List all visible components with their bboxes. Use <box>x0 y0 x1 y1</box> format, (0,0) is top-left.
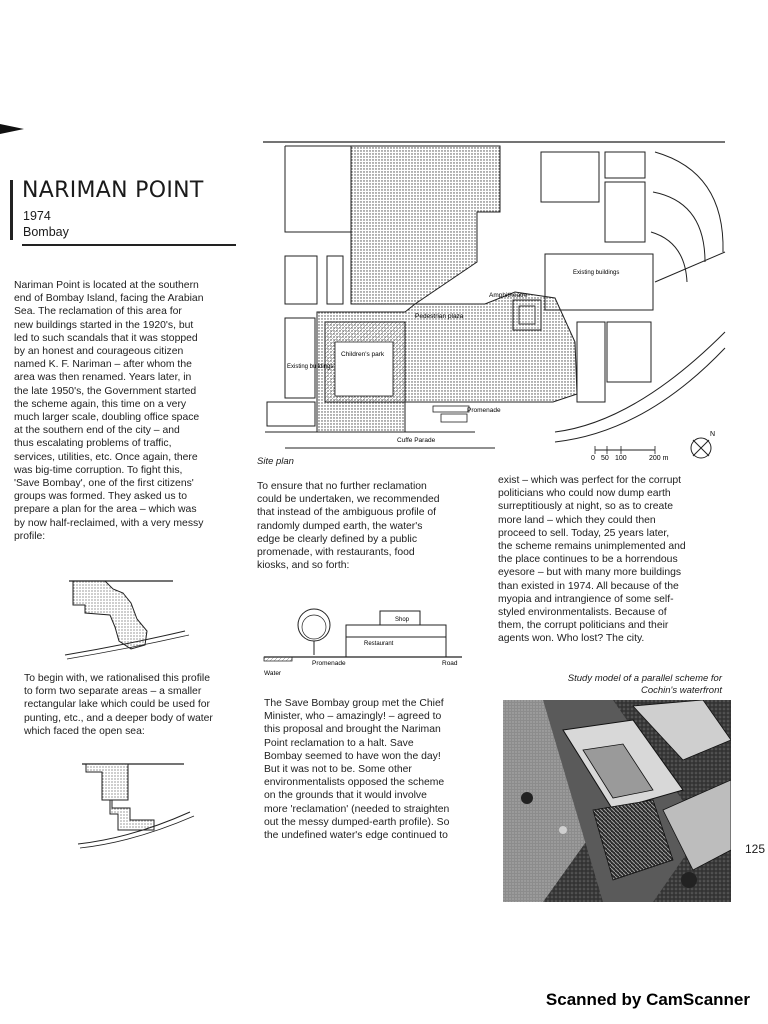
photo-caption <box>520 673 722 696</box>
text-line: to form two separate areas – a smaller <box>24 686 202 698</box>
section-label-shop: Shop <box>395 617 410 623</box>
promenade-paragraph <box>257 480 489 572</box>
text-line: them, the corrupt politicians and their <box>498 620 669 632</box>
text-line: Point reclamation to a halt. Save <box>264 737 414 749</box>
promenade-section <box>262 605 477 680</box>
page-title: NARIMAN POINT <box>22 178 204 203</box>
text-line: the undefined water's edge continued to <box>264 830 448 842</box>
title-city: Bombay <box>23 225 69 239</box>
text-line: surreptitiously at night, so as to create <box>498 501 673 513</box>
text-line: by now half-reclaimed, with a very messy <box>14 517 204 529</box>
scale-0: 0 <box>591 455 595 462</box>
text-line: this proposal and brought the Nariman <box>264 724 441 736</box>
text-line: Minister, who – amazingly! – agreed to <box>264 711 442 723</box>
label-amphitheatre: Amphitheatre <box>489 292 528 299</box>
text-line: was big-time corruption. To fight this, <box>14 464 183 476</box>
scale-50: 50 <box>601 455 609 462</box>
text-line: more 'reclamation' (needed to straighten <box>264 803 450 815</box>
text-line: myopia and intrangience of some self- <box>498 593 674 605</box>
text-line: profile: <box>14 530 46 542</box>
text-line: prepare a plan for the area – which was <box>14 504 197 516</box>
text-line: out the messy dumped-earth profile). So <box>264 816 450 828</box>
text-line: edge be clearly defined by a public <box>257 533 418 545</box>
text-line: Sea. The reclamation of this area for <box>14 306 182 318</box>
text-line: randomly dumped earth, the water's <box>257 520 423 532</box>
text-line: Nariman Point is located at the southern <box>14 280 199 291</box>
section-label-promenade: Promenade <box>312 660 346 667</box>
page-number: 125 <box>745 842 766 856</box>
text-line: services, utilities, etc. Once again, there <box>14 451 198 463</box>
text-line: thus escalating problems of traffic, <box>14 438 172 450</box>
rationalised-profile-sketch <box>72 760 202 850</box>
text-line: end of Bombay Island, facing the Arabian <box>14 293 204 305</box>
study-model-photo <box>503 700 731 902</box>
text-line: exist – which was perfect for the corrupt <box>498 475 682 486</box>
intro-paragraph <box>14 279 246 543</box>
site-plan-caption: Site plan <box>257 456 294 467</box>
messy-profile-sketch <box>55 575 195 660</box>
text-line: environmentalists opposed the scheme <box>264 777 445 789</box>
text-line: eyesore – but with many more buildings <box>498 567 682 579</box>
margin-marker <box>0 124 24 134</box>
title-bar <box>10 180 13 240</box>
label-pedestrian-plaza: Pedestrian plaza <box>415 313 464 320</box>
chief-minister-paragraph <box>264 697 494 842</box>
text-line: The Save Bombay group met the Chief <box>264 698 444 709</box>
text-line: area was then renamed. Years later, in <box>14 372 192 384</box>
text-line: agents won. Who lost? The city. <box>498 633 645 645</box>
text-line: politicians who could now dump earth <box>498 488 671 500</box>
section-label-water: Water <box>264 670 282 677</box>
text-line: than existed in 1974. All because of the <box>498 580 679 592</box>
text-line: on the grounds that it would involve <box>264 790 427 802</box>
rationalise-paragraph <box>24 672 244 738</box>
caption-line: Study model of a parallel scheme for <box>567 673 722 684</box>
text-line: by an honest and courageous citizen <box>14 346 184 358</box>
text-line: the place continues to be a horrendous <box>498 554 678 566</box>
text-line: groups was formed. They asked us to <box>14 491 188 503</box>
text-line: more land – which they could then <box>498 514 656 526</box>
label-existing-buildings-left: Existing buildings <box>287 364 334 370</box>
text-line: promenade, with restaurants, food <box>257 547 415 559</box>
text-line: styled environmentalists. Because of <box>498 607 667 619</box>
label-childrens-park: Children's park <box>341 351 385 358</box>
scanner-watermark: Scanned by CamScanner <box>545 990 750 1009</box>
outcome-paragraph <box>498 474 730 646</box>
text-line: named K. F. Nariman – after whom the <box>14 359 192 371</box>
text-line: that instead of the ambiguous profile of <box>257 507 437 519</box>
text-line: kiosks, and so forth: <box>257 560 350 572</box>
text-line: could be undertaken, we recommended <box>257 494 440 506</box>
text-line: the late 1950's, the Government started <box>14 385 197 397</box>
text-line: led to such scandals that it was stopped <box>14 332 198 344</box>
label-cuffe-parade: Cuffe Parade <box>397 437 436 444</box>
text-line: the scheme remains unimplemented and <box>498 541 686 553</box>
text-line: rectangular lake which could be used for <box>24 699 210 711</box>
text-line: proceed to sell. Today, 25 years later, <box>498 527 670 539</box>
text-line: punting, etc., and a deeper body of water <box>24 712 213 724</box>
label-promenade: Promenade <box>467 407 501 414</box>
text-line: at the southern end of the city – and <box>14 425 180 437</box>
text-line: much larger scale, doubling office space <box>14 412 200 424</box>
site-plan <box>255 132 733 462</box>
text-line: 'Save Bombay', one of the first citizens' <box>14 478 194 490</box>
north-label: N <box>710 431 716 438</box>
caption-line: Cochin's waterfront <box>640 684 722 696</box>
text-line: Bombay seemed to have won the day! <box>264 750 441 762</box>
title-rule <box>22 244 236 246</box>
text-line: To ensure that no further reclamation <box>257 481 427 492</box>
text-line: To begin with, we rationalised this profile <box>24 673 210 684</box>
label-existing-buildings-right: Existing buildings <box>573 270 620 276</box>
section-label-restaurant: Restaurant <box>364 641 394 647</box>
scale-100: 100 <box>615 455 627 462</box>
title-year: 1974 <box>23 209 51 223</box>
text-line: the scheme again, this time on a very <box>14 398 187 410</box>
text-line: which faced the open sea: <box>24 725 145 737</box>
section-label-road: Road <box>442 660 458 667</box>
text-line: new buildings started in the 1920's, but <box>14 319 194 331</box>
text-line: But it was not to be. Some other <box>264 764 412 776</box>
scale-200: 200 m <box>649 455 669 462</box>
